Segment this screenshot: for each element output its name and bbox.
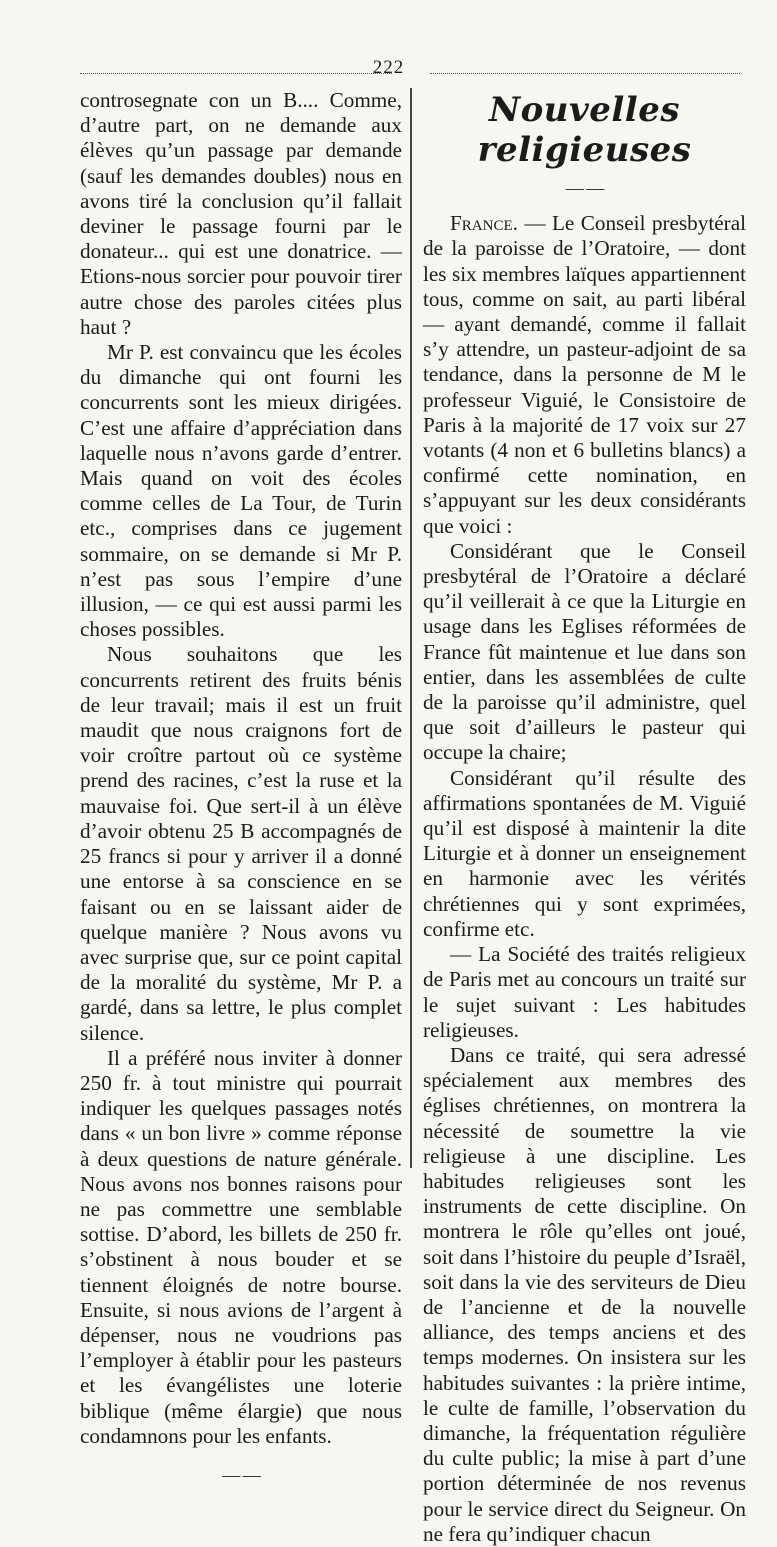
heading-ornament: — — xyxy=(565,178,604,198)
column-divider xyxy=(410,88,412,1168)
header-rule-left xyxy=(80,73,392,74)
right-paragraph-5: Dans ce traité, qui sera adressé spécialement aux membres des églises chrétiennes, on montrera la nécessité de soumettre la vie religieuse à une discipline. Les habitudes religieuses sont les instruments de cette discipline. On montrera le rôle qu’elles ont joué, soit dans l’histoire du peuple d’Israël, soit dans la vie des serviteurs de Dieu de l’ancienne et de la nouvelle alliance, des temps anciens et des temps modernes. On insistera sur les habitudes suivantes : la prière intime, le culte de famille, l’observation du dimanche, la fréquentation régulière du culte public; la mise à part d’une portion déterminée de nos revenus pour le service direct du Seigneur. On ne fera qu’indiquer chacun xyxy=(423,1042,746,1546)
left-paragraph-4: Il a préféré nous inviter à donner 250 fr. à tout ministre qui pourrait indiquer les quelques passages notés dans « un bon livre » comme réponse à deux questions de nature générale. Nous avons nos bonnes raisons pour ne pas commettre une semblable sottise. D’abord, les billets de 250 fr. s’obstinent à nous bouder et se tiennent éloignés de notre bourse. Ensuite, si nous avions de l’argent à dépenser, nous ne voudrions pas l’employer à établir pour les pasteurs et les évangélistes une loterie biblique (même élargie) que nous condamnons pour les enfants. xyxy=(80,1045,402,1448)
right-paragraph-1-text: — Le Conseil presbytéral de la paroisse de l’Oratoire, — dont les six membres laïques appartiennent tous, comme on sait, au parti libéral — ayant demandé, comme il fallait s’y attendre, un pasteur-adjoint de sa tendance, dans la personne de M le professeur Viguié, le Consistoire de Paris à la majorité de 17 voix sur 27 votants (4 non et 6 bulletins blancs) a confirmé cette nomination, en s’appuyant sur les deux considérants que voici : xyxy=(423,211,746,538)
country-label: France. xyxy=(450,211,518,236)
right-column xyxy=(423,86,746,1547)
page-number: 222 xyxy=(372,57,405,78)
header-rule-right xyxy=(430,73,740,74)
left-ornament: — — xyxy=(222,1464,260,1485)
left-paragraph-1: controsegnate con un B.... Comme, d’autre part, on ne demande aux élèves qu’un passage par demande (sauf les demandes doubles) nous en avons tiré la conclusion qu’il fallait deviner le passage fourni par le donateur... qui est une donatrice. — Etions-nous sorcier pour pouvoir tirer autre chose des paroles citées plus haut ? xyxy=(80,88,402,339)
right-paragraph-1 xyxy=(423,211,746,539)
left-column xyxy=(80,88,402,1488)
right-paragraph-4: — La Société des traités religieux de Paris met au concours un traité sur le sujet suivant : Les habitudes religieuses. xyxy=(423,942,746,1042)
right-paragraph-3: Considérant qu’il résulte des affirmations spontanées de M. Viguié qu’il est disposé à maintenir la dite Liturgie et à donner un enseignement en harmonie avec les vérités chrétiennes qui y sont exprimées, confirme etc. xyxy=(423,765,746,941)
left-paragraph-3: Nous souhaitons que les concurrents retirent des fruits bénis de leur travail; mais il est un fruit maudit que nous craignons fort de voir croître partout où ce système prend des racines, c’est la ruse et la mauvaise foi. Que sert-il à un élève d’avoir obtenu 25 B accompagnés de 25 francs si pour y arriver il a donné une entorse à sa conscience en se faisant ou en se laissant aider de quelque manière ? Nous avons vu avec surprise que, sur ce point capital de la moralité du système, Mr P. a gardé, dans sa lettre, le plus complet silence. xyxy=(80,642,402,1045)
right-paragraph-2: Considérant que le Conseil presbytéral de l’Oratoire a déclaré qu’il veillerait à ce que la Liturgie en usage dans les Eglises réformées de France fût maintenue et lue dans son entier, dans les assemblées de culte de la paroisse qu’il administre, quel que soit d’ailleurs le pasteur qui occupe la chaire; xyxy=(423,538,746,765)
left-paragraph-2: Mr P. est convaincu que les écoles du dimanche qui ont fourni les concurrents sont les mieux dirigées. C’est une affaire d’appréciation dans laquelle nous n’avons garde d’entrer. Mais quand on voit des écoles comme celles de La Tour, de Turin etc., comprises dans ce jugement sommaire, on se demande si Mr P. n’est pas sous l’empire d’une illusion, — ce qui est aussi parmi les choses possibles. xyxy=(80,340,402,642)
section-heading: Nouvelles religieuses xyxy=(477,90,692,170)
